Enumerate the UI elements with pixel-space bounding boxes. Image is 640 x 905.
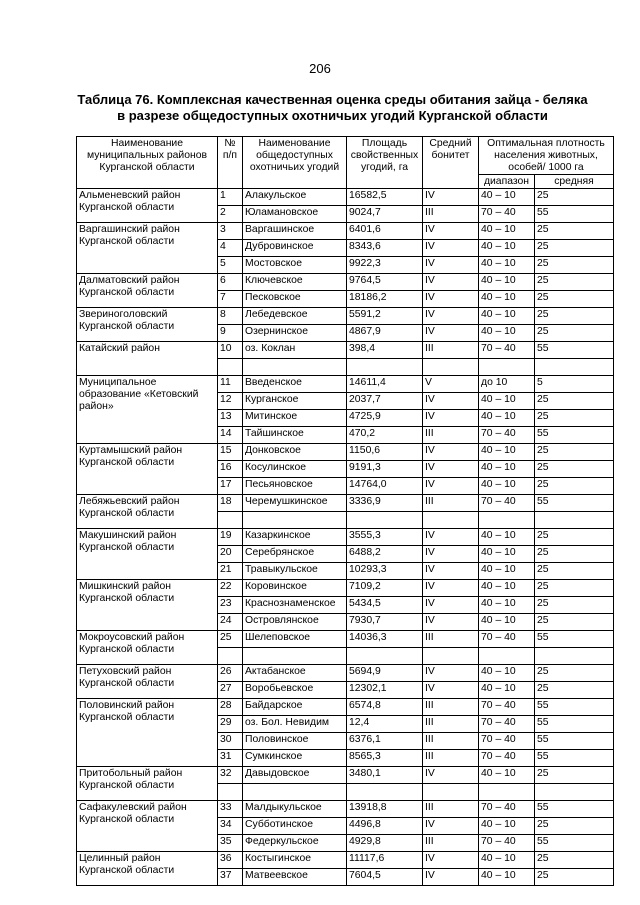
bonitet-cell: IV <box>423 325 479 342</box>
header-range: диапазон <box>479 175 535 189</box>
area-cell: 2037,7 <box>347 393 423 410</box>
area-cell: 3480,1 <box>347 767 423 784</box>
table-row <box>77 308 614 325</box>
range-cell: 70 – 40 <box>479 801 535 818</box>
number-cell: 8 <box>218 308 243 325</box>
table-row <box>77 852 614 869</box>
district-name-cell: Альменевский район Курганской области <box>77 189 218 223</box>
average-cell: 25 <box>535 325 614 342</box>
bonitet-cell: III <box>423 699 479 716</box>
area-cell: 16582,5 <box>347 189 423 206</box>
bonitet-cell: III <box>423 801 479 818</box>
area-cell: 14764,0 <box>347 478 423 495</box>
number-cell: 26 <box>218 665 243 682</box>
header-density: Оптимальная плотность населения животных, особей/ 1000 га <box>479 137 614 175</box>
header-number: № п/п <box>218 137 243 189</box>
bonitet-cell: III <box>423 427 479 444</box>
area-cell: 7109,2 <box>347 580 423 597</box>
title-line-2: в разрезе общедоступных охотничьих угодий Курганской области <box>117 108 548 123</box>
average-cell: 55 <box>535 801 614 818</box>
range-cell: 70 – 40 <box>479 342 535 359</box>
range-cell: 70 – 40 <box>479 750 535 767</box>
area-cell: 18186,2 <box>347 291 423 308</box>
bonitet-cell: IV <box>423 410 479 427</box>
grounds-cell: Краснознаменское <box>243 597 347 614</box>
range-cell <box>479 359 535 376</box>
area-cell: 6376,1 <box>347 733 423 750</box>
range-cell: 40 – 10 <box>479 546 535 563</box>
bonitet-cell: IV <box>423 478 479 495</box>
range-cell: 70 – 40 <box>479 631 535 648</box>
table-row <box>77 665 614 682</box>
average-cell: 55 <box>535 342 614 359</box>
number-cell: 24 <box>218 614 243 631</box>
grounds-cell: Черемушкинское <box>243 495 347 512</box>
area-cell: 8343,6 <box>347 240 423 257</box>
average-cell: 25 <box>535 682 614 699</box>
district-name-cell: Куртамышский район Курганской области <box>77 444 218 495</box>
area-cell: 6401,6 <box>347 223 423 240</box>
district-name-cell: Макушинский район Курганской области <box>77 529 218 580</box>
range-cell: 40 – 10 <box>479 274 535 291</box>
range-cell: 70 – 40 <box>479 206 535 223</box>
area-cell: 4867,9 <box>347 325 423 342</box>
range-cell: 40 – 10 <box>479 240 535 257</box>
average-cell <box>535 512 614 529</box>
number-cell: 17 <box>218 478 243 495</box>
grounds-cell: Ключевское <box>243 274 347 291</box>
table-row <box>77 631 614 648</box>
average-cell: 25 <box>535 614 614 631</box>
range-cell: 40 – 10 <box>479 257 535 274</box>
bonitet-cell: III <box>423 835 479 852</box>
grounds-cell: Коровинское <box>243 580 347 597</box>
bonitet-cell: III <box>423 631 479 648</box>
bonitet-cell: IV <box>423 682 479 699</box>
area-cell: 11117,6 <box>347 852 423 869</box>
grounds-cell <box>243 359 347 376</box>
header-area: Площадь свойственных угодий, га <box>347 137 423 189</box>
average-cell: 25 <box>535 257 614 274</box>
range-cell: 40 – 10 <box>479 461 535 478</box>
grounds-cell: Сумкинское <box>243 750 347 767</box>
number-cell: 6 <box>218 274 243 291</box>
table-row <box>77 495 614 512</box>
table-row <box>77 376 614 393</box>
range-cell: 40 – 10 <box>479 393 535 410</box>
average-cell: 25 <box>535 529 614 546</box>
grounds-cell: Донковское <box>243 444 347 461</box>
table-row <box>77 223 614 240</box>
area-cell: 9764,5 <box>347 274 423 291</box>
number-cell: 25 <box>218 631 243 648</box>
number-cell: 22 <box>218 580 243 597</box>
range-cell: 70 – 40 <box>479 733 535 750</box>
table-body <box>77 189 614 886</box>
area-cell: 8565,3 <box>347 750 423 767</box>
range-cell: 70 – 40 <box>479 427 535 444</box>
bonitet-cell: IV <box>423 291 479 308</box>
table-row <box>77 529 614 546</box>
average-cell: 25 <box>535 393 614 410</box>
number-cell: 10 <box>218 342 243 359</box>
number-cell <box>218 512 243 529</box>
area-cell: 7930,7 <box>347 614 423 631</box>
average-cell <box>535 359 614 376</box>
area-cell: 6574,8 <box>347 699 423 716</box>
average-cell: 55 <box>535 750 614 767</box>
area-cell: 5434,5 <box>347 597 423 614</box>
bonitet-cell <box>423 359 479 376</box>
district-name-cell: Далматовский район Курганской области <box>77 274 218 308</box>
range-cell: 40 – 10 <box>479 580 535 597</box>
district-name-cell: Притобольный район Курганской области <box>77 767 218 801</box>
title-line-1: Таблица 76. Комплексная качественная оценка среды обитания зайца - беляка <box>77 92 588 107</box>
number-cell: 16 <box>218 461 243 478</box>
average-cell: 55 <box>535 206 614 223</box>
district-name-cell: Катайский район <box>77 342 218 376</box>
area-cell: 9191,3 <box>347 461 423 478</box>
average-cell: 5 <box>535 376 614 393</box>
number-cell: 1 <box>218 189 243 206</box>
district-name-cell: Мишкинский район Курганской области <box>77 580 218 631</box>
bonitet-cell: IV <box>423 597 479 614</box>
number-cell: 34 <box>218 818 243 835</box>
average-cell: 25 <box>535 444 614 461</box>
range-cell: 40 – 10 <box>479 325 535 342</box>
number-cell: 9 <box>218 325 243 342</box>
area-cell <box>347 512 423 529</box>
grounds-cell: оз. Бол. Невидим <box>243 716 347 733</box>
bonitet-cell: IV <box>423 869 479 886</box>
bonitet-cell: V <box>423 376 479 393</box>
grounds-cell: оз. Коклан <box>243 342 347 359</box>
area-cell: 470,2 <box>347 427 423 444</box>
number-cell: 15 <box>218 444 243 461</box>
number-cell: 20 <box>218 546 243 563</box>
number-cell: 18 <box>218 495 243 512</box>
area-cell: 5694,9 <box>347 665 423 682</box>
area-cell: 12302,1 <box>347 682 423 699</box>
range-cell <box>479 648 535 665</box>
bonitet-cell: IV <box>423 546 479 563</box>
district-name-cell: Половинский район Курганской области <box>77 699 218 767</box>
bonitet-cell: IV <box>423 240 479 257</box>
table-row <box>77 767 614 784</box>
bonitet-cell: IV <box>423 223 479 240</box>
average-cell: 25 <box>535 478 614 495</box>
average-cell: 55 <box>535 716 614 733</box>
bonitet-cell: IV <box>423 274 479 291</box>
area-cell: 13918,8 <box>347 801 423 818</box>
average-cell <box>535 648 614 665</box>
area-cell: 7604,5 <box>347 869 423 886</box>
average-cell: 25 <box>535 869 614 886</box>
header-grounds: Наименование общедоступных охотничьих угодий <box>243 137 347 189</box>
number-cell: 27 <box>218 682 243 699</box>
grounds-cell: Костыгинское <box>243 852 347 869</box>
average-cell <box>535 784 614 801</box>
area-cell: 3555,3 <box>347 529 423 546</box>
grounds-cell: Варгашинское <box>243 223 347 240</box>
area-cell: 5591,2 <box>347 308 423 325</box>
habitat-table <box>76 136 614 886</box>
number-cell: 7 <box>218 291 243 308</box>
grounds-cell: Байдарское <box>243 699 347 716</box>
bonitet-cell <box>423 784 479 801</box>
table-row <box>77 580 614 597</box>
bonitet-cell: IV <box>423 308 479 325</box>
area-cell: 3336,9 <box>347 495 423 512</box>
area-cell: 9024,7 <box>347 206 423 223</box>
range-cell <box>479 784 535 801</box>
table-row <box>77 801 614 818</box>
range-cell: 40 – 10 <box>479 189 535 206</box>
district-name-cell: Муниципальное образование «Кетовский район» <box>77 376 218 444</box>
number-cell: 12 <box>218 393 243 410</box>
number-cell: 23 <box>218 597 243 614</box>
range-cell: 40 – 10 <box>479 614 535 631</box>
range-cell: 70 – 40 <box>479 495 535 512</box>
grounds-cell: Матвеевское <box>243 869 347 886</box>
average-cell: 25 <box>535 580 614 597</box>
area-cell: 14036,3 <box>347 631 423 648</box>
grounds-cell: Островлянское <box>243 614 347 631</box>
table-row <box>77 699 614 716</box>
grounds-cell: Курганское <box>243 393 347 410</box>
number-cell: 35 <box>218 835 243 852</box>
range-cell <box>479 512 535 529</box>
table-row <box>77 444 614 461</box>
bonitet-cell: IV <box>423 529 479 546</box>
area-cell <box>347 359 423 376</box>
header-bonitet: Средний бонитет <box>423 137 479 189</box>
grounds-cell: Травыкульское <box>243 563 347 580</box>
area-cell: 9922,3 <box>347 257 423 274</box>
grounds-cell: Актабанское <box>243 665 347 682</box>
range-cell: 40 – 10 <box>479 410 535 427</box>
range-cell: 40 – 10 <box>479 478 535 495</box>
district-name-cell: Лебяжьевский район Курганской области <box>77 495 218 529</box>
number-cell: 13 <box>218 410 243 427</box>
bonitet-cell <box>423 648 479 665</box>
average-cell: 25 <box>535 818 614 835</box>
grounds-cell: Песьяновское <box>243 478 347 495</box>
average-cell: 55 <box>535 835 614 852</box>
number-cell: 37 <box>218 869 243 886</box>
average-cell: 25 <box>535 189 614 206</box>
average-cell: 25 <box>535 240 614 257</box>
grounds-cell <box>243 512 347 529</box>
average-cell: 25 <box>535 291 614 308</box>
bonitet-cell: IV <box>423 444 479 461</box>
header-district: Наименование муниципальных районов Курганской области <box>77 137 218 189</box>
area-cell: 10293,3 <box>347 563 423 580</box>
bonitet-cell: IV <box>423 580 479 597</box>
number-cell <box>218 359 243 376</box>
grounds-cell: Половинское <box>243 733 347 750</box>
bonitet-cell: IV <box>423 393 479 410</box>
number-cell: 33 <box>218 801 243 818</box>
range-cell: 40 – 10 <box>479 869 535 886</box>
average-cell: 55 <box>535 733 614 750</box>
grounds-cell <box>243 648 347 665</box>
range-cell: 40 – 10 <box>479 767 535 784</box>
bonitet-cell: IV <box>423 189 479 206</box>
bonitet-cell: III <box>423 750 479 767</box>
grounds-cell: Тайшинское <box>243 427 347 444</box>
bonitet-cell <box>423 512 479 529</box>
area-cell: 4496,8 <box>347 818 423 835</box>
range-cell: 40 – 10 <box>479 563 535 580</box>
range-cell: 40 – 10 <box>479 308 535 325</box>
number-cell: 4 <box>218 240 243 257</box>
grounds-cell: Субботинское <box>243 818 347 835</box>
grounds-cell: Дубровинское <box>243 240 347 257</box>
district-name-cell: Звериноголовский Курганской области <box>77 308 218 342</box>
area-cell: 14611,4 <box>347 376 423 393</box>
bonitet-cell: IV <box>423 852 479 869</box>
range-cell: 40 – 10 <box>479 291 535 308</box>
average-cell: 25 <box>535 563 614 580</box>
table-title <box>60 92 605 124</box>
area-cell: 4929,8 <box>347 835 423 852</box>
average-cell: 25 <box>535 597 614 614</box>
district-name-cell: Петуховский район Курганской области <box>77 665 218 699</box>
average-cell: 25 <box>535 223 614 240</box>
table-row <box>77 342 614 359</box>
grounds-cell <box>243 784 347 801</box>
average-cell: 25 <box>535 767 614 784</box>
bonitet-cell: IV <box>423 665 479 682</box>
bonitet-cell: IV <box>423 614 479 631</box>
average-cell: 55 <box>535 699 614 716</box>
number-cell: 2 <box>218 206 243 223</box>
bonitet-cell: IV <box>423 257 479 274</box>
average-cell: 25 <box>535 308 614 325</box>
average-cell: 25 <box>535 852 614 869</box>
number-cell: 30 <box>218 733 243 750</box>
bonitet-cell: III <box>423 206 479 223</box>
number-cell: 14 <box>218 427 243 444</box>
grounds-cell: Песковское <box>243 291 347 308</box>
range-cell: 40 – 10 <box>479 665 535 682</box>
district-name-cell: Варгашинский район Курганской области <box>77 223 218 274</box>
range-cell: 70 – 40 <box>479 699 535 716</box>
average-cell: 25 <box>535 546 614 563</box>
district-name-cell: Целинный район Курганской области <box>77 852 218 886</box>
grounds-cell: Малдыкульское <box>243 801 347 818</box>
number-cell: 11 <box>218 376 243 393</box>
area-cell: 4725,9 <box>347 410 423 427</box>
bonitet-cell: III <box>423 342 479 359</box>
range-cell: 70 – 40 <box>479 835 535 852</box>
number-cell: 21 <box>218 563 243 580</box>
average-cell: 55 <box>535 631 614 648</box>
average-cell: 25 <box>535 461 614 478</box>
grounds-cell: Шелеповское <box>243 631 347 648</box>
number-cell <box>218 784 243 801</box>
grounds-cell: Лебедевское <box>243 308 347 325</box>
bonitet-cell: III <box>423 716 479 733</box>
bonitet-cell: III <box>423 495 479 512</box>
range-cell: 40 – 10 <box>479 444 535 461</box>
district-name-cell: Сафакулевский район Курганской области <box>77 801 218 852</box>
average-cell: 55 <box>535 427 614 444</box>
average-cell: 55 <box>535 495 614 512</box>
table-row <box>77 274 614 291</box>
number-cell: 36 <box>218 852 243 869</box>
bonitet-cell: IV <box>423 818 479 835</box>
area-cell <box>347 648 423 665</box>
range-cell: 40 – 10 <box>479 529 535 546</box>
area-cell: 6488,2 <box>347 546 423 563</box>
grounds-cell: Алакульское <box>243 189 347 206</box>
number-cell: 29 <box>218 716 243 733</box>
bonitet-cell: IV <box>423 767 479 784</box>
number-cell: 28 <box>218 699 243 716</box>
range-cell: 40 – 10 <box>479 852 535 869</box>
header-average: средняя <box>535 175 614 189</box>
bonitet-cell: IV <box>423 563 479 580</box>
grounds-cell: Юламановское <box>243 206 347 223</box>
district-name-cell: Мокроусовский район Курганской области <box>77 631 218 665</box>
range-cell: 40 – 10 <box>479 682 535 699</box>
area-cell: 12,4 <box>347 716 423 733</box>
range-cell: 40 – 10 <box>479 223 535 240</box>
range-cell: до 10 <box>479 376 535 393</box>
average-cell: 25 <box>535 410 614 427</box>
average-cell: 25 <box>535 274 614 291</box>
range-cell: 70 – 40 <box>479 716 535 733</box>
number-cell: 3 <box>218 223 243 240</box>
grounds-cell: Введенское <box>243 376 347 393</box>
range-cell: 40 – 10 <box>479 818 535 835</box>
grounds-cell: Казаркинское <box>243 529 347 546</box>
bonitet-cell: III <box>423 733 479 750</box>
grounds-cell: Митинское <box>243 410 347 427</box>
area-cell: 398,4 <box>347 342 423 359</box>
grounds-cell: Воробьевское <box>243 682 347 699</box>
number-cell <box>218 648 243 665</box>
grounds-cell: Федеркульское <box>243 835 347 852</box>
area-cell <box>347 784 423 801</box>
number-cell: 31 <box>218 750 243 767</box>
number-cell: 5 <box>218 257 243 274</box>
table-row <box>77 189 614 206</box>
range-cell: 40 – 10 <box>479 597 535 614</box>
average-cell: 25 <box>535 665 614 682</box>
grounds-cell: Мостовское <box>243 257 347 274</box>
area-cell: 1150,6 <box>347 444 423 461</box>
grounds-cell: Косулинское <box>243 461 347 478</box>
grounds-cell: Серебрянское <box>243 546 347 563</box>
grounds-cell: Озернинское <box>243 325 347 342</box>
number-cell: 19 <box>218 529 243 546</box>
grounds-cell: Давыдовское <box>243 767 347 784</box>
page-number: 206 <box>309 61 331 76</box>
number-cell: 32 <box>218 767 243 784</box>
bonitet-cell: IV <box>423 461 479 478</box>
